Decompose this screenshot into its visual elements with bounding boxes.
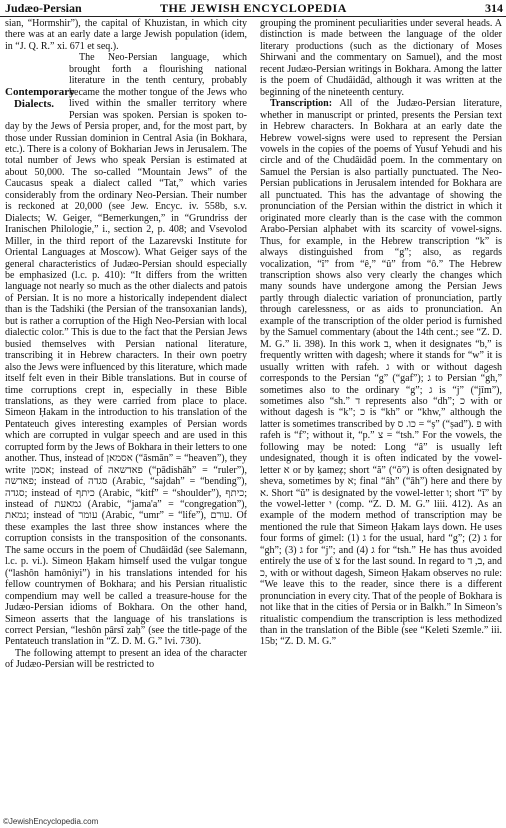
paragraph: grouping the prominent peculiarities under several heads. A distinction is made between the language of the older literary productions (such as the dictionary of Moses Shirwani and the commentary on Samuel), and the most recent Judæo-Persian writings in Bokhara. Among the latter is the poem of Chudâidâd, although it was written at the beginning of the nineteenth century. (260, 18, 502, 98)
section-head: Transcription: (270, 98, 333, 110)
paragraph-text: All of the Judæo-Persian literature, whether in manuscript or printed, presents the Persian text in Hebrew characters. In Bokhara at an early date the Hebrew vowel-signs were used to represent the Persian vowels in the copies of the poems of Yusuf Yehudi and his circle and of the Chudâidâd poem. In the commentary on Samuel the Persian is also partially punctuated. The Neo-Persian publications in Jerusalem intended for Bokhara are all punctuated. This has the advantage of showing the pronunciation of the Persian within the district in which it originated more clearly than is the case with the common Arabo-Persian alphabet with its scarcity of vowel-signs. Thus, for example, in the Hebrew transcription “k” is always distinguished from “g”; also, as regards vocalization, “î” from “ê,” “û” from “ô.” The Hebrew transcription shows also very clearly the changes which many sounds have undergone among the Persian Jews partly through dialectic variation of pronunciation, partly through carelessness, or as aids to pronunciation. An example of the transcription of the older period is furnished by the Samuel commentary (about the 14th cent.; see “Z. D. M. G.” li. 398). In this work ב, when it designates “b,” is frequently written with dagesh; where it stands for “w” it is usually written with rafeh. ג with or without dagesh corresponds to the Persian “g” (“gaf”); ג to Persian “gh,” sometimes also to the ordinary “g”; ג is “j” (“jîm”), sometimes also “sh.” ד represents also “dh”; כ with or without dagesh is “k”; כ is “kh” or “khw,” although the latter is sometimes transcribed by כו. ס = “ṣ” (“ṣad”). פ with rafeh is “f”; without it, “p.” צ = “tsh.” For the vowels, the following may be noted: Long “â” is usually left undesignated, though it is often indicated by the vowel-letter א or by ḳameẓ; short “ă” (“ŏ”) is often designated by sheva, sometimes by א; final “âh” (“ăh”) here and there by א. Short “ŭ” is designated by the vowel-letter ו; short “ĭ” by the vowel-letter י (comp. “Z. D. M. G.” liii. 412). As an example of the modern method of transcription may be mentioned the rule that Simeon Ḥakam lays down. He uses four forms of gimel: (1) ג for the usual, hard “g”; (2) ג for “gh”; (3) ג for “j”; and (4) ג for “tsh.” He has thus avoided entirely the use of צ for the last sound. In regard to ב, ד, and כ, with or without dagesh, Simeon Ḥakam observes no rule: “We leave this to the reader, since there is a different pronunciation in every city. That of the people of Bokhara is not like that in the cities of Persia or in Balkh.” In Simeon’s ritualistic compendium the transcription is less methodized than in the translation of the Bible (see “Keleti Szemle.” iii. 15b; “Z. D. M. G.” (260, 98, 503, 648)
paragraph: The Neo-Persian language, which brought forth a flourishing national literature in the tenth century, probably became the mother tongue of the Jews who lived within the smaller territory where Persian was spoken. Persian is spoken to-day by the Jews of Persia proper, and, for the most part, by those under Russian dominion in Central Asia (in Bokhara, etc.). There is a colony of Bokharian Jews in Jerusalem. The total number of Jews who speak Persian is estimated at about 50,000. The so-called “Mountain Jews” of the Caucasus speak a dialect called “Tat,” which varies considerably from the ordinary Neo-Persian. Their number is reckoned at 20,000 (see Jew. Encyc. iv. 558b, s.v. Dialects; W. Geiger, “Bemerkungen,” in “Grundriss der Iranischen Philologie,” i., section 2, p. 408; and Vsevolod Miller, in the third report of the Lazarevski Institute for Oriental Languages at Moscow). What Geiger says of the general characteristics of Judæo-Persian should especially be emphasized (l.c. p. 410): “It differs from the written language not nearly so much as the other dialects and patois of Persian. It is no more a historically independent dialect than is the Tadshiki (the Persian of the transoxanian lands), but is rather a corruption of the High Neo-Persian with local dialectic color.” This is due to the fact that the Persian Jews busied themselves with Persian national literature, transcribing it in Hebrew characters. In their own poetry also the Jews were influenced by this literature, which made itself felt even in their Bible translations. But in course of time corruptions crept in, especially in these Bible translations, as they were carried from place to place. Simeon Ḥakam in the introduction to his translation of the Pentateuch gives interesting examples of Persian words which are corrupted in vulgar speech and are used in this corrupted form by the Jews of Bokhara in their letters to one another. Thus, instead of אסמאן (“āsmān” = “heaven”), they write אסמן; instead of פאדשאה (“pādishāh” = “ruler”), פאדשה; instead of סגדה (Arabic, “sajdah” = “bending”), סגדה; instead of כיתף (Arabic, “kitf” = “shoulder”), כיתף; instead of גמאעת (Arabic, “jama'a” = “congregation”), גמאת; instead of עומר (Arabic, “umr” = “life”), עורם. Of these examples the last three show instances where the corruption consists in the transposition of the consonants. The same occurs in the poem of Chudâidâd (see Salemann, l.c. p. vi.). Simeon Ḥakam himself used the vulgar tongue (“lashôn hamôniyi”) in his translations intended for his fellow countrymen of Bokhara; and his Persian ritualistic compendium may well be called a treasure-house for the Judæo-Persian idioms of Bokhara. On the other hand, Simeon asserts that the language of his translations is correct Persian, “leshôn pârsî zaḥ” (see the title-page of the Pentateuch translation in “Z. D. M. G.” lvi. 730). (5, 52, 248, 648)
copyright-footer: ©JewishEncyclopedia.com (3, 817, 99, 826)
paragraph: The following attempt to present an idea of the character of Judæo-Persian will be restricted to (5, 647, 247, 671)
running-title: Judæo-Persian (5, 1, 82, 15)
page-header (0, 0, 506, 17)
paragraph: sian, “Hormshir”), the capital of Khuzistan, in which city there was at an early date a large Jewish population (idem, in “J. Q. R.” xi. 671 et seq.). (5, 18, 247, 52)
left-column (5, 18, 247, 671)
right-column (260, 18, 502, 648)
sidenote-contemporary-dialects: Contemporary Dialects. (5, 86, 75, 111)
encyclopedia-title: THE JEWISH ENCYCLOPEDIA (160, 1, 347, 15)
page-number: 314 (485, 1, 503, 15)
paragraph-transcription (260, 98, 502, 648)
